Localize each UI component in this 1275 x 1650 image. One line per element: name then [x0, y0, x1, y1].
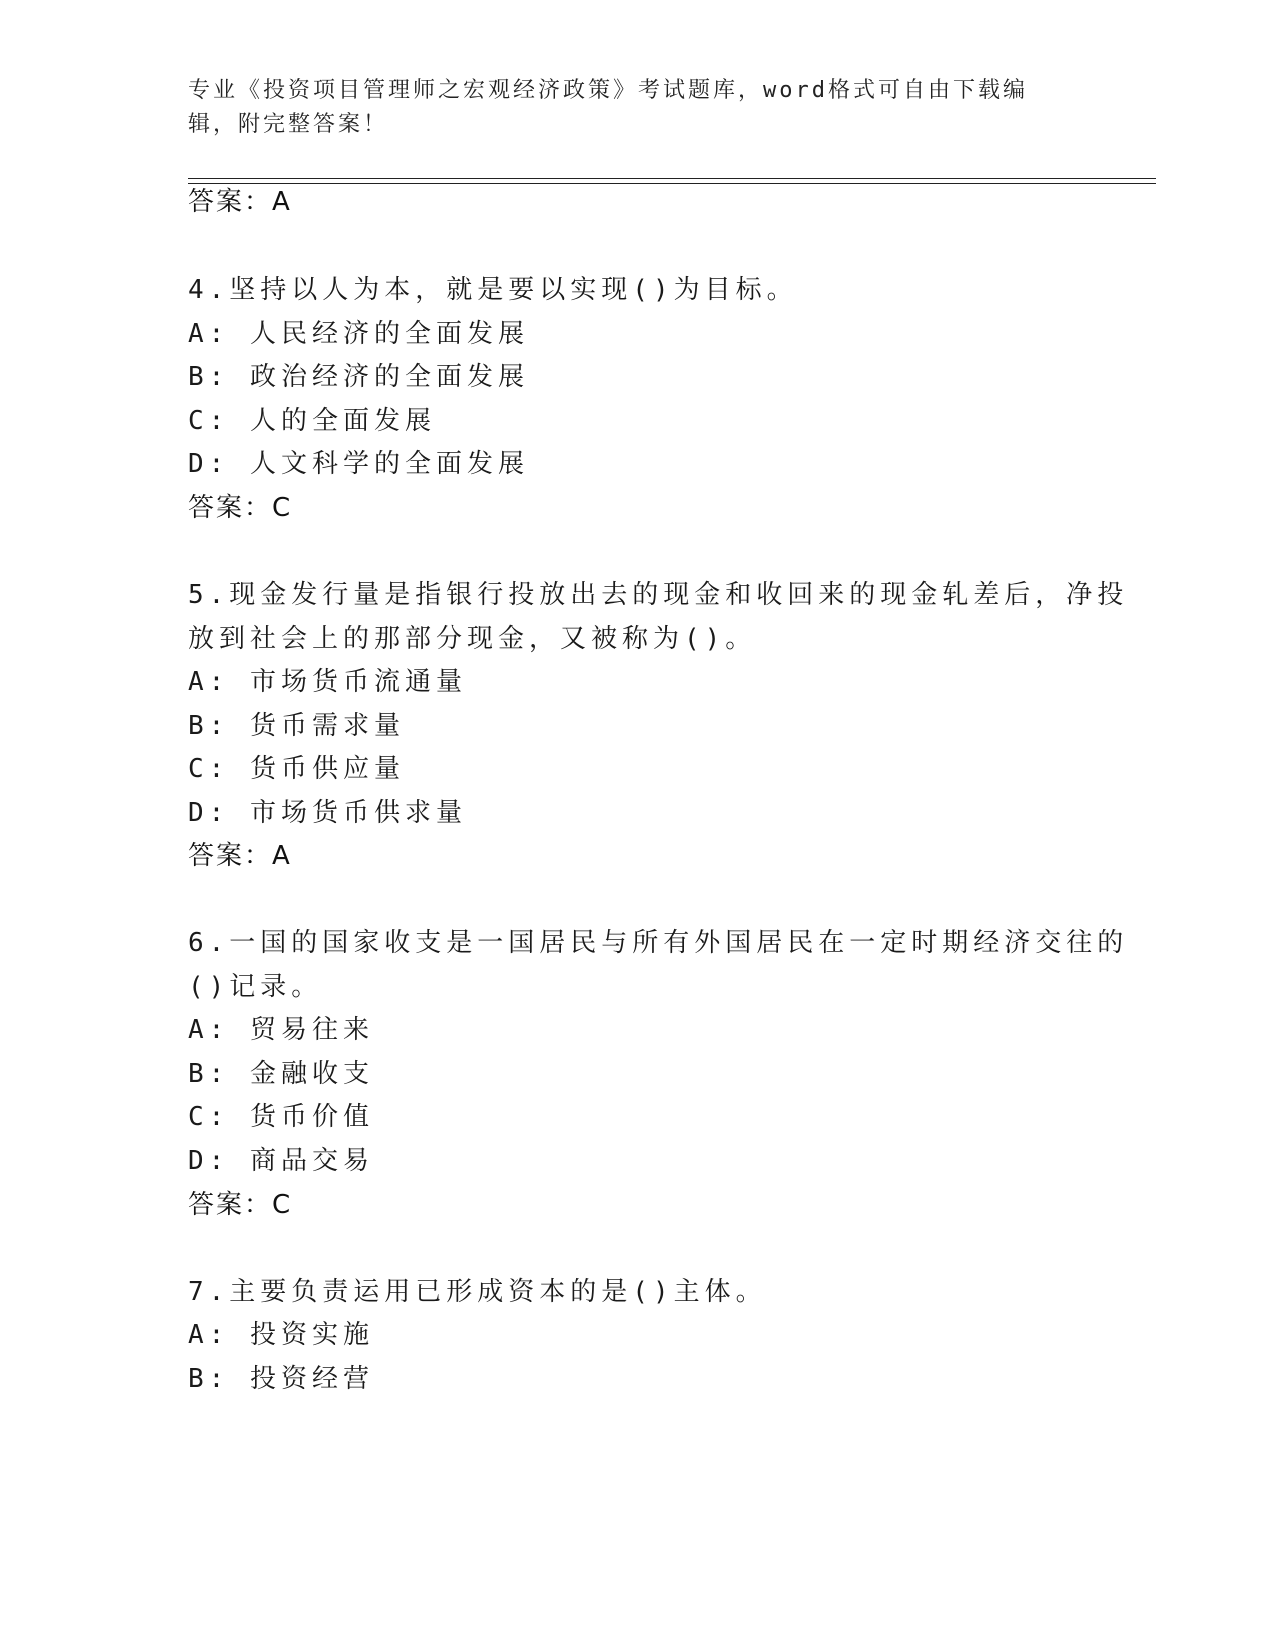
document-header: 专业《投资项目管理师之宏观经济政策》考试题库，word格式可自由下载编辑，附完整答案！	[188, 78, 1028, 137]
question-6-option-d: D: 商品交易	[188, 1146, 374, 1176]
question-6-option-a: A: 贸易往来	[188, 1015, 374, 1045]
question-4-stem: 4.坚持以人为本，就是要以实现()为目标。	[188, 275, 798, 305]
question-7-option-a: A: 投资实施	[188, 1320, 374, 1350]
answer-line: 答案：A	[188, 187, 292, 217]
question-4-answer: 答案：C	[188, 493, 293, 523]
question-6-option-c: C: 货币价值	[188, 1102, 374, 1132]
question-4-option-c: C: 人的全面发展	[188, 406, 436, 436]
question-5-option-a: A: 市场货币流通量	[188, 667, 467, 697]
question-6-option-b: B: 金融收支	[188, 1059, 374, 1089]
header-divider-bottom	[188, 183, 1156, 184]
question-5-answer: 答案：A	[188, 841, 292, 871]
question-5-option-d: D: 市场货币供求量	[188, 798, 467, 828]
question-4-option-b: B: 政治经济的全面发展	[188, 362, 529, 392]
question-5-option-c: C: 货币供应量	[188, 754, 405, 784]
question-7-option-b: B: 投资经营	[188, 1364, 374, 1394]
question-5-stem-line-1: 5.现金发行量是指银行投放出去的现金和收回来的现金轧差后，净投	[188, 580, 1129, 610]
question-6-stem-line-1: 6.一国的国家收支是一国居民与所有外国居民在一定时期经济交往的	[188, 928, 1129, 958]
question-4-option-a: A: 人民经济的全面发展	[188, 319, 529, 349]
question-6-stem-line-2: ()记录。	[188, 972, 323, 1002]
question-4-option-d: D: 人文科学的全面发展	[188, 449, 529, 479]
header-divider-top	[188, 178, 1156, 179]
question-6-answer: 答案：C	[188, 1190, 293, 1220]
question-5-option-b: B: 货币需求量	[188, 711, 405, 741]
question-5-stem-line-2: 放到社会上的那部分现金，又被称为()。	[188, 624, 757, 654]
question-7-stem: 7.主要负责运用已形成资本的是()主体。	[188, 1277, 767, 1307]
